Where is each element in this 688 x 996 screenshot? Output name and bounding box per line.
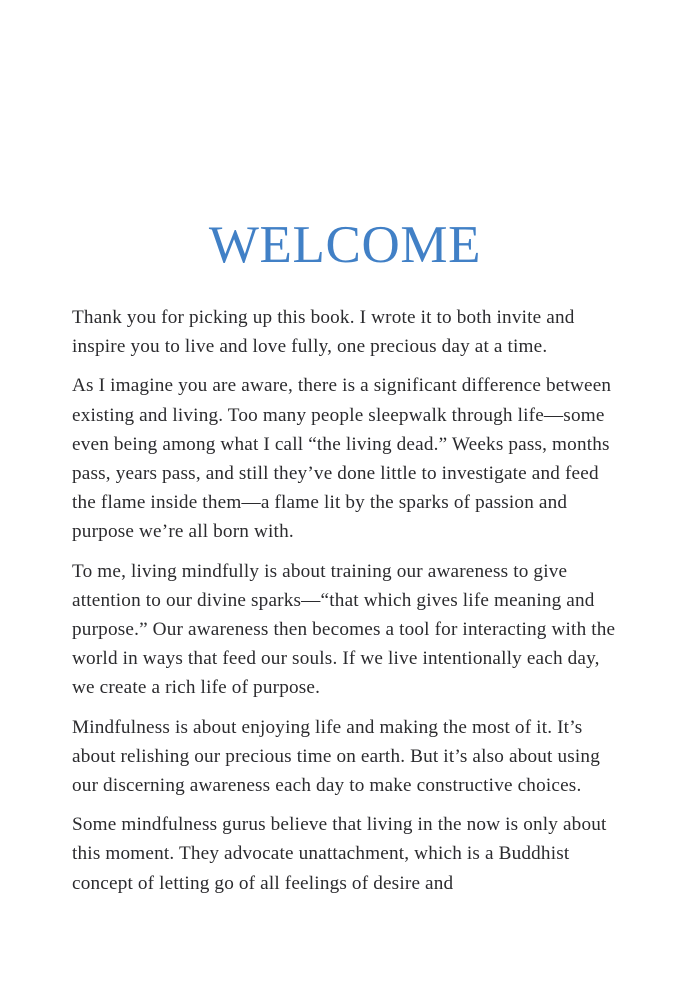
page-title: WELCOME [208, 216, 482, 274]
paragraph: Mindfulness is about enjoying life and making the most of it. It’s about relishing our precious time on earth. But it’s also about using our discerning awareness each day to make constructive choices. [72, 716, 600, 797]
paragraph: To me, living mindfully is about training our awareness to give attention to our divine sparks—“that which gives life meaning and purpose.” Our awareness then becomes a tool for interacting with the world in ways that feed our souls. If we live intentionally each day, we create a rich life of purpose. [72, 560, 616, 699]
paragraph: As I imagine you are aware, there is a significant difference between existing and living. Too many people sleepwalk through life—some even being among what I call “the living dead.” Weeks pass, months pass, years pass, and still they’ve done little to investigate and feed the flame inside them—a flame lit by the sparks of passion and purpose we’re all born with. [72, 375, 612, 543]
body-text-column [72, 303, 620, 898]
paragraph: Thank you for picking up this book. I wrote it to both invite and inspire you to live and love fully, one precious day at a time. [72, 307, 575, 358]
paragraph: Some mindfulness gurus believe that living in the now is only about this moment. They advocate unattachment, which is a Buddhist concept of letting go of all feelings of desire and [72, 814, 607, 894]
